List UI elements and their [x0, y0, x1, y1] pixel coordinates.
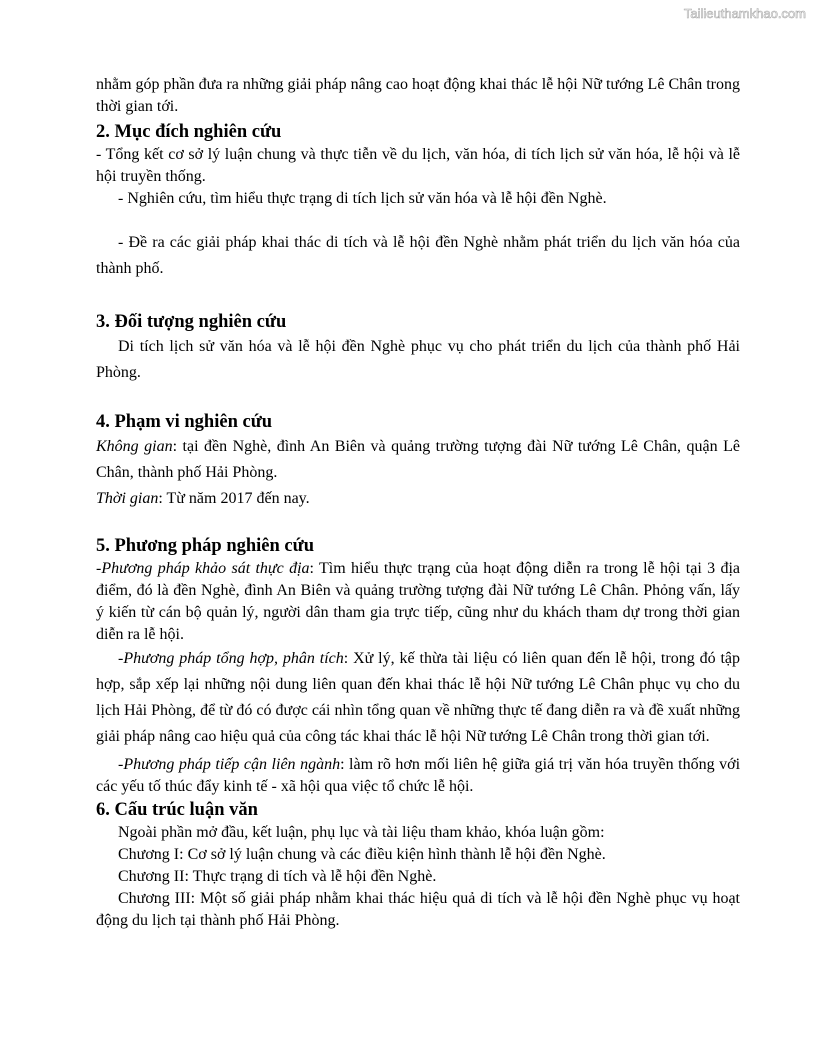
purpose-item-2: - Nghiên cứu, tìm hiểu thực trạng di tích lịch sử văn hóa và lễ hội đền Nghè. — [118, 190, 607, 207]
method-synthesis — [96, 646, 740, 750]
method-field-survey — [96, 558, 740, 646]
document-body — [96, 74, 740, 932]
method-synthesis-label: -Phương pháp tổng hợp, phân tích — [118, 650, 344, 667]
structure-intro: Ngoài phần mở đầu, kết luận, phụ lục và tài liệu tham khảo, khóa luận gồm: — [118, 824, 605, 841]
method-interdisciplinary — [96, 754, 740, 798]
method-interdisciplinary-text: : làm rõ hơn mối liên hệ giữa giá trị văn hóa truyền thống với các yếu tố thúc đẩy kinh tế - xã hội qua việc tổ chức lễ hội. — [96, 756, 741, 795]
section-heading-object: 3. Đối tượng nghiên cứu — [96, 312, 287, 332]
scope-time — [96, 486, 740, 512]
structure-chapter-3: Chương III: Một số giải pháp nhằm khai thác hiệu quả di tích và lễ hội đền Nghè phục vụ hoạt động du lịch tại thành phố Hải Phòng. — [96, 890, 740, 929]
section-heading-scope: 4. Phạm vi nghiên cứu — [96, 412, 273, 432]
purpose-item-1: - Tổng kết cơ sở lý luận chung và thực tiễn về du lịch, văn hóa, di tích lịch sử văn hóa, lễ hội và lễ hội truyền thống. — [96, 146, 740, 185]
purpose-item-3: - Đề ra các giải pháp khai thác di tích và lễ hội đền Nghè nhằm phát triển du lịch văn hóa của thành phố. — [96, 234, 740, 277]
scope-space — [96, 434, 740, 486]
scope-time-label: Thời gian — [96, 490, 159, 507]
structure-chapter-1: Chương I: Cơ sở lý luận chung và các điều kiện hình thành lễ hội đền Nghè. — [118, 846, 606, 863]
method-interdisciplinary-label: -Phương pháp tiếp cận liên ngành — [118, 756, 341, 773]
structure-chapter-2: Chương II: Thực trạng di tích và lễ hội đền Nghè. — [118, 868, 437, 885]
method-field-survey-text: : Tìm hiểu thực trạng của hoạt động diễn ra trong lễ hội tại 3 địa điểm, đó là đền Nghè, đình An Biên và quảng trường tượng đài Nữ tướng Lê Chân. Phỏng vấn, lấy ý kiến từ cán bộ quản lý, người dân tham gia trực tiếp, cũng như du khách tham dự trong thời gian diễn ra lễ hội. — [96, 560, 741, 643]
method-synthesis-text: : Xử lý, kế thừa tài liệu có liên quan đến lễ hội, trong đó tập hợp, sắp xếp lại những nội dung liên quan đến khai thác lễ hội Nữ tướng Lê Chân phục vụ cho du lịch Hải Phòng, để từ đó có được cái nhìn tổng quan về những thực tế đang diễn ra và đề xuất những giải pháp nâng cao hiệu quả của công tác khai thác lễ hội Nữ tướng Lê Chân trong thời gian tới. — [96, 650, 741, 745]
method-field-survey-label: -Phương pháp khảo sát thực địa — [96, 560, 310, 577]
intro-paragraph: nhằm góp phần đưa ra những giải pháp nâng cao hoạt động khai thác lễ hội Nữ tướng Lê Chân trong thời gian tới. — [96, 76, 740, 115]
section-heading-structure: 6. Cấu trúc luận văn — [96, 800, 258, 820]
watermark: Tailieuthamkhao.com — [683, 6, 806, 21]
scope-space-text: : tại đền Nghè, đình An Biên và quảng trường tượng đài Nữ tướng Lê Chân, quận Lê Chân, thành phố Hải Phòng. — [96, 438, 740, 481]
section-heading-purpose: 2. Mục đích nghiên cứu — [96, 122, 282, 142]
scope-space-label: Không gian — [96, 438, 173, 455]
section-heading-methods: 5. Phương pháp nghiên cứu — [96, 536, 315, 556]
scope-time-text: : Từ năm 2017 đến nay. — [158, 490, 310, 507]
object-paragraph: Di tích lịch sử văn hóa và lễ hội đền Nghè phục vụ cho phát triển du lịch của thành phố Hải Phòng. — [96, 338, 740, 381]
